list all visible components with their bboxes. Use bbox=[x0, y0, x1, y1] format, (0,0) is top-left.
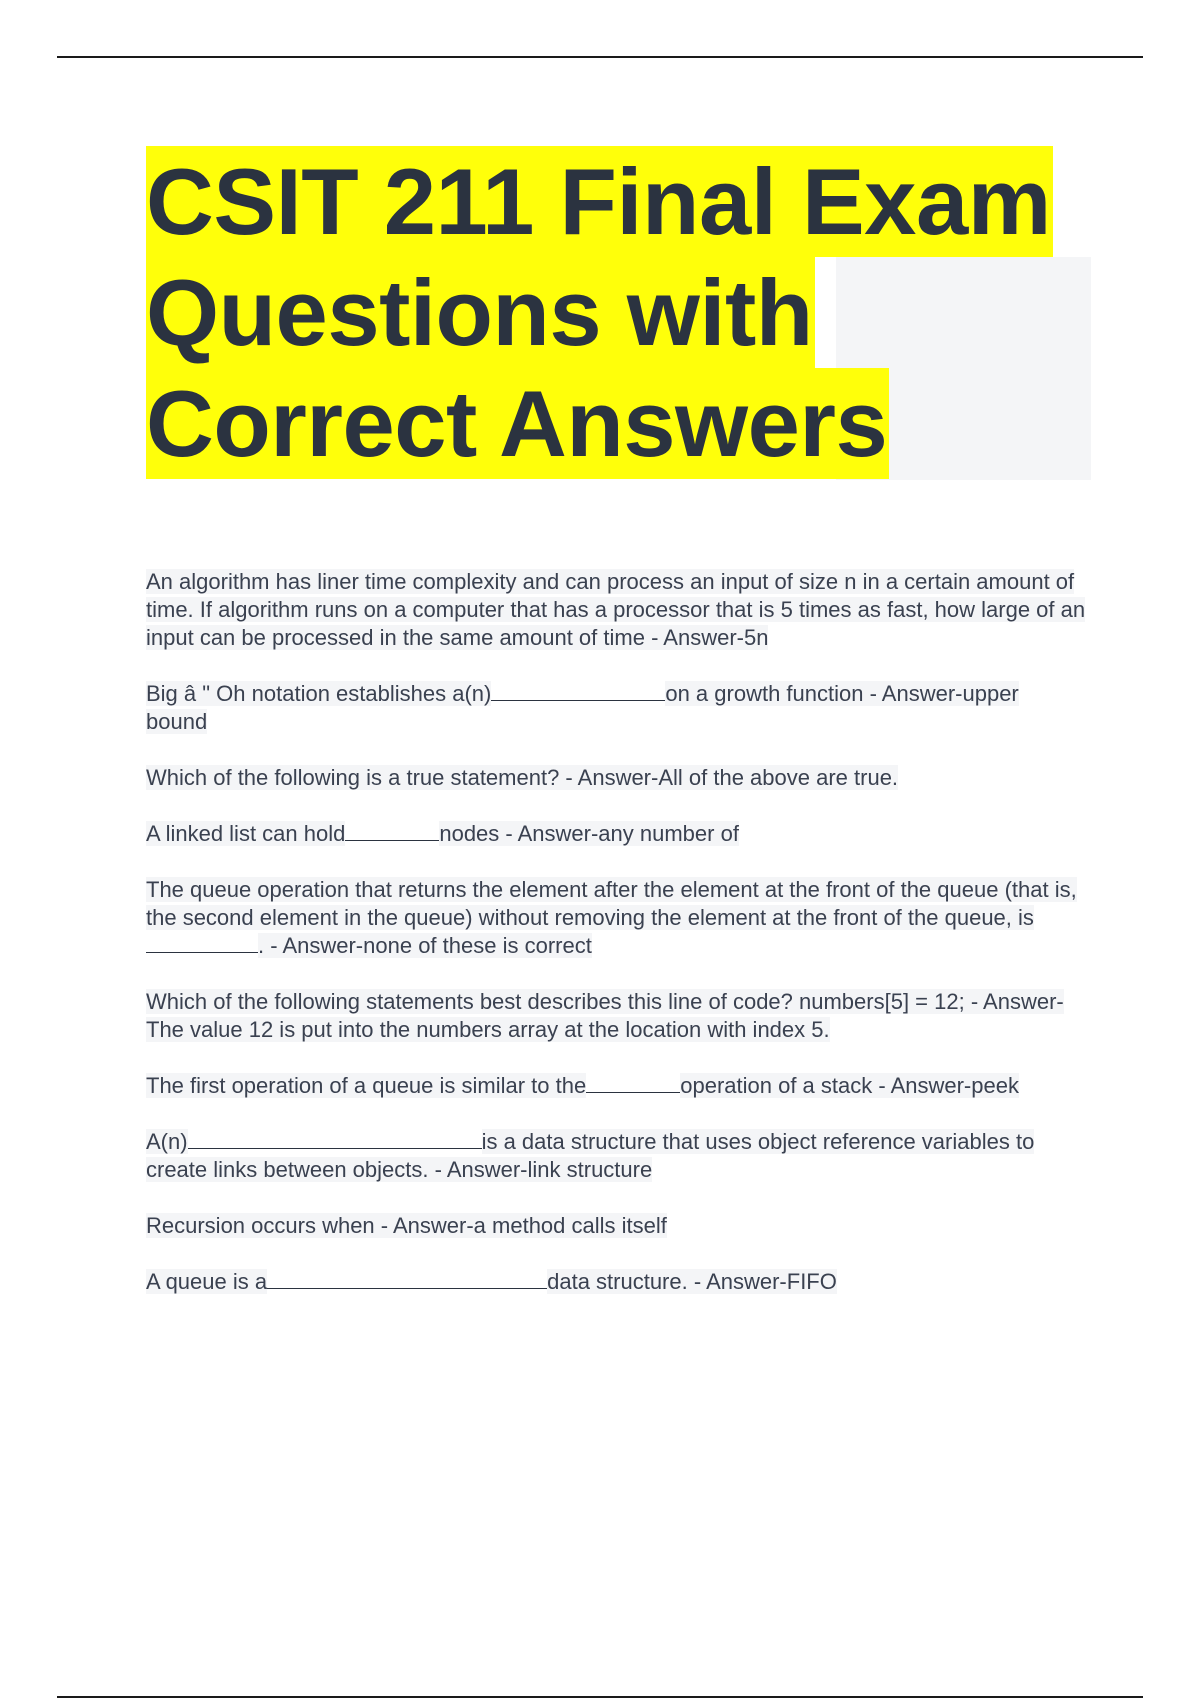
question-text: An algorithm has liner time complexity and can process an input of size n in a certain amount of time. If algorithm runs on a computer that has a processor that is 5 times as fast, how large of an input can be processed in the same amount of time - Answer-5n bbox=[146, 569, 1086, 650]
question-3 bbox=[146, 764, 1086, 792]
answer-blank bbox=[146, 932, 258, 953]
question-text: The queue operation that returns the element after the element at the front of the queue (that is, the second element in the queue) without removing the element at the front of the queue, is bbox=[146, 877, 1077, 930]
question-8 bbox=[146, 1128, 1086, 1184]
question-4 bbox=[146, 820, 1086, 848]
question-text: A queue is a bbox=[146, 1269, 268, 1294]
question-text: Big â " Oh notation establishes a(n) bbox=[146, 681, 492, 706]
question-text: A linked list can hold bbox=[146, 821, 346, 846]
answer-blank bbox=[491, 680, 665, 701]
question-text-after: on a growth function - Answer-upper bound bbox=[146, 681, 1019, 734]
question-1 bbox=[146, 568, 1086, 652]
question-text-after: operation of a stack - Answer-peek bbox=[680, 1073, 1019, 1098]
header-rule bbox=[57, 56, 1143, 58]
question-text-after: is a data structure that uses object reference variables to create links between objects. - Answer-link structure bbox=[146, 1129, 1035, 1182]
question-2 bbox=[146, 680, 1086, 736]
question-text-after: data structure. - Answer-FIFO bbox=[547, 1269, 837, 1294]
question-text: A(n) bbox=[146, 1129, 188, 1154]
question-text-after: . - Answer-none of these is correct bbox=[258, 933, 592, 958]
answer-blank bbox=[345, 820, 439, 841]
question-text: Which of the following is a true statement? - Answer-All of the above are true. bbox=[146, 765, 899, 790]
footer-rule bbox=[57, 1696, 1143, 1698]
question-text: The first operation of a queue is similar to the bbox=[146, 1073, 587, 1098]
answer-blank bbox=[188, 1128, 482, 1149]
title-line-1: CSIT 211 Final Exam bbox=[146, 146, 1053, 257]
question-text-after: nodes - Answer-any number of bbox=[439, 821, 739, 846]
question-7 bbox=[146, 1072, 1086, 1100]
question-list bbox=[146, 568, 1086, 1324]
document-title bbox=[146, 146, 1096, 479]
answer-blank bbox=[586, 1072, 680, 1093]
title-line-3: Correct Answers bbox=[146, 368, 889, 479]
question-6 bbox=[146, 988, 1086, 1044]
question-text: Recursion occurs when - Answer-a method calls itself bbox=[146, 1213, 667, 1238]
question-5 bbox=[146, 876, 1086, 960]
answer-blank bbox=[267, 1268, 547, 1289]
question-10 bbox=[146, 1268, 1086, 1296]
question-9 bbox=[146, 1212, 1086, 1240]
question-text: Which of the following statements best describes this line of code? numbers[5] = 12; - Answer-The value 12 is put into the numbers array at the location with index 5. bbox=[146, 989, 1064, 1042]
title-line-2: Questions with bbox=[146, 257, 815, 368]
